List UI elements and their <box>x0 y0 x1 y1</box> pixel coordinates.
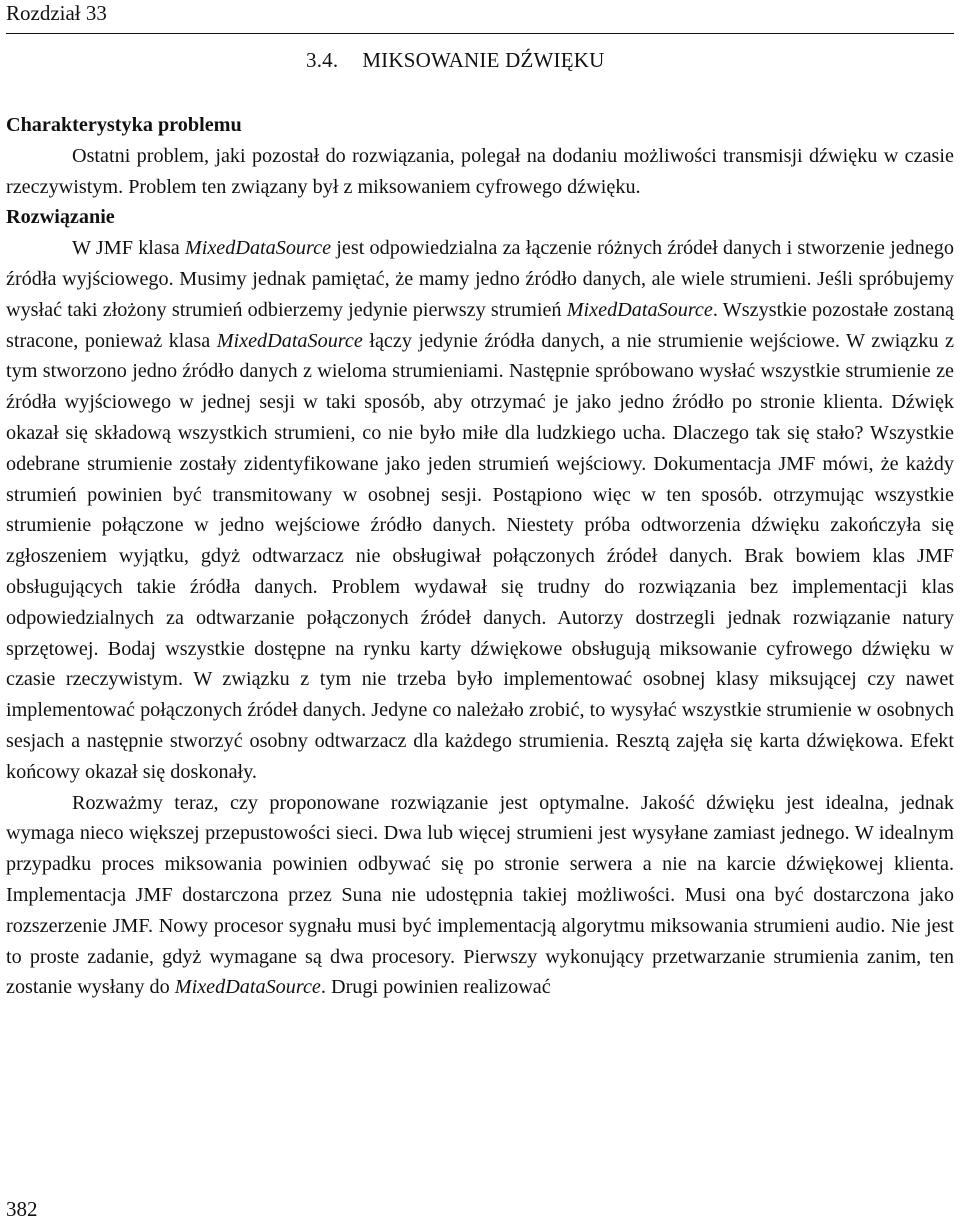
text-run: W JMF klasa <box>72 237 185 260</box>
section-number: 3.4. <box>306 48 339 72</box>
heading-solution: Rozwiązanie <box>6 206 115 229</box>
class-name: MixedDataSource <box>566 298 713 321</box>
text-run: . Wszystkie pozostałe zostaną stracone, ponieważ klasa <box>6 298 955 352</box>
section-title-text: MIKSOWANIE DŹWIĘKU <box>362 48 605 72</box>
heading-problem: Charakterystyka problemu <box>6 114 242 136</box>
text-run: łączy jedynie źródła danych, a nie strumienie wejściowe. W związku z tym stworzono jedno źródło danych z wieloma strumieniami. Następnie spróbowano wysłać wszystkie strumienie ze źródła wyjściowego w jednej sesji w taki sposób, aby otrzymać je jako jedno źródło po stronie klienta. Dźwięk okazał się składową wszystkich strumieni, co nie było miłe dla ludzkiego ucha. Dlaczego tak się stało? Wszystkie odebrane strumienie zostały zidentyfikowane jako jeden strumień wejściowy. Dokumentacja JMF mówi, że każdy strumień powinien być transmitowany w osobnej sesji. Postąpiono więc w ten sposób. otrzymując wszystkie strumienie połączone w jedno wejściowe źródło danych. Niestety próba odtworzenia dźwięku zakończyła się zgłoszeniem wyjątku, gdyż odtwarzacz nie obsługiwał połączonych źródeł danych. Brak bowiem klas JMF obsługujących takie źródła danych. Problem wydawał się trudny do rozwiązania bez implementacji klas odpowiedzialnych za odtwarzanie połączonych źródeł danych. Autorzy dostrzegli jednak rozwiązanie natury sprzętowej. Bodaj wszystkie dostępne na rynku karty dźwiękowe obsługują miksowanie cyfrowego dźwięku w czasie rzeczywistym. W związku z tym nie trzeba było implementować osobnej klasy miksującej czy nawet implementować połączonych źródeł danych. Jedyne co należało zrobić, to wysyłać wszystkie strumienie w osobnych sesjach a następnie stworzyć osobny odtwarzacz dla każdego strumienia. Resztą zajęła się karta dźwiękowa. Efekt końcowy okazał się doskonały. <box>6 329 954 783</box>
class-name: MixedDataSource <box>174 976 321 999</box>
paragraph-solution <box>6 233 954 787</box>
body-text <box>6 110 954 1003</box>
text-run: Rozważmy teraz, czy proponowane rozwiązanie jest optymalne. Jakość dźwięku jest idealna, jednak wymaga nieco większej przepustowości sieci. Dwa lub więcej strumieni jest wysyłane zamiast jednego. W idealnym przypadku proces miksowania powinien odbywać się po stronie serwera a nie na karcie dźwiękowej klienta. Implementacja JMF dostarczona przez Suna nie udostępnia takiej możliwości. Musi ona być dostarczona jako rozszerzenie JMF. Nowy procesor sygnału musi być implementacją algorytmu miksowania strumieni audio. Nie jest to proste zadanie, gdyż wymagane są dwa procesory. Pierwszy wykonujący przetwarzanie strumienia zanim, ten zostanie wysłany do <box>6 791 954 999</box>
header-rule <box>6 33 954 34</box>
text-run: jest odpowiedzialna za łączenie różnych źródeł danych i stworzenie jednego źródła wyjściowego. Musimy jednak pamiętać, że mamy jedno źródło danych, ale wiele strumieni. Jeśli spróbujemy wysłać taki złożony strumień odbierzemy jedynie pierwszy strumień <box>6 237 954 321</box>
class-name: MixedDataSource <box>184 237 332 260</box>
class-name: MixedDataSource <box>216 329 363 352</box>
paragraph-evaluation <box>6 788 954 1004</box>
text-run: . Drugi powinien realizować <box>320 976 551 999</box>
running-head: Rozdział 33 <box>6 1 107 25</box>
page-number: 382 <box>6 1197 38 1221</box>
section-title <box>306 46 604 74</box>
paragraph-problem: Ostatni problem, jaki pozostał do rozwiązania, polegał na dodaniu możliwości transmisji dźwięku w czasie rzeczywistym. Problem ten związany był z miksowaniem cyfrowego dźwięku. <box>6 144 954 198</box>
